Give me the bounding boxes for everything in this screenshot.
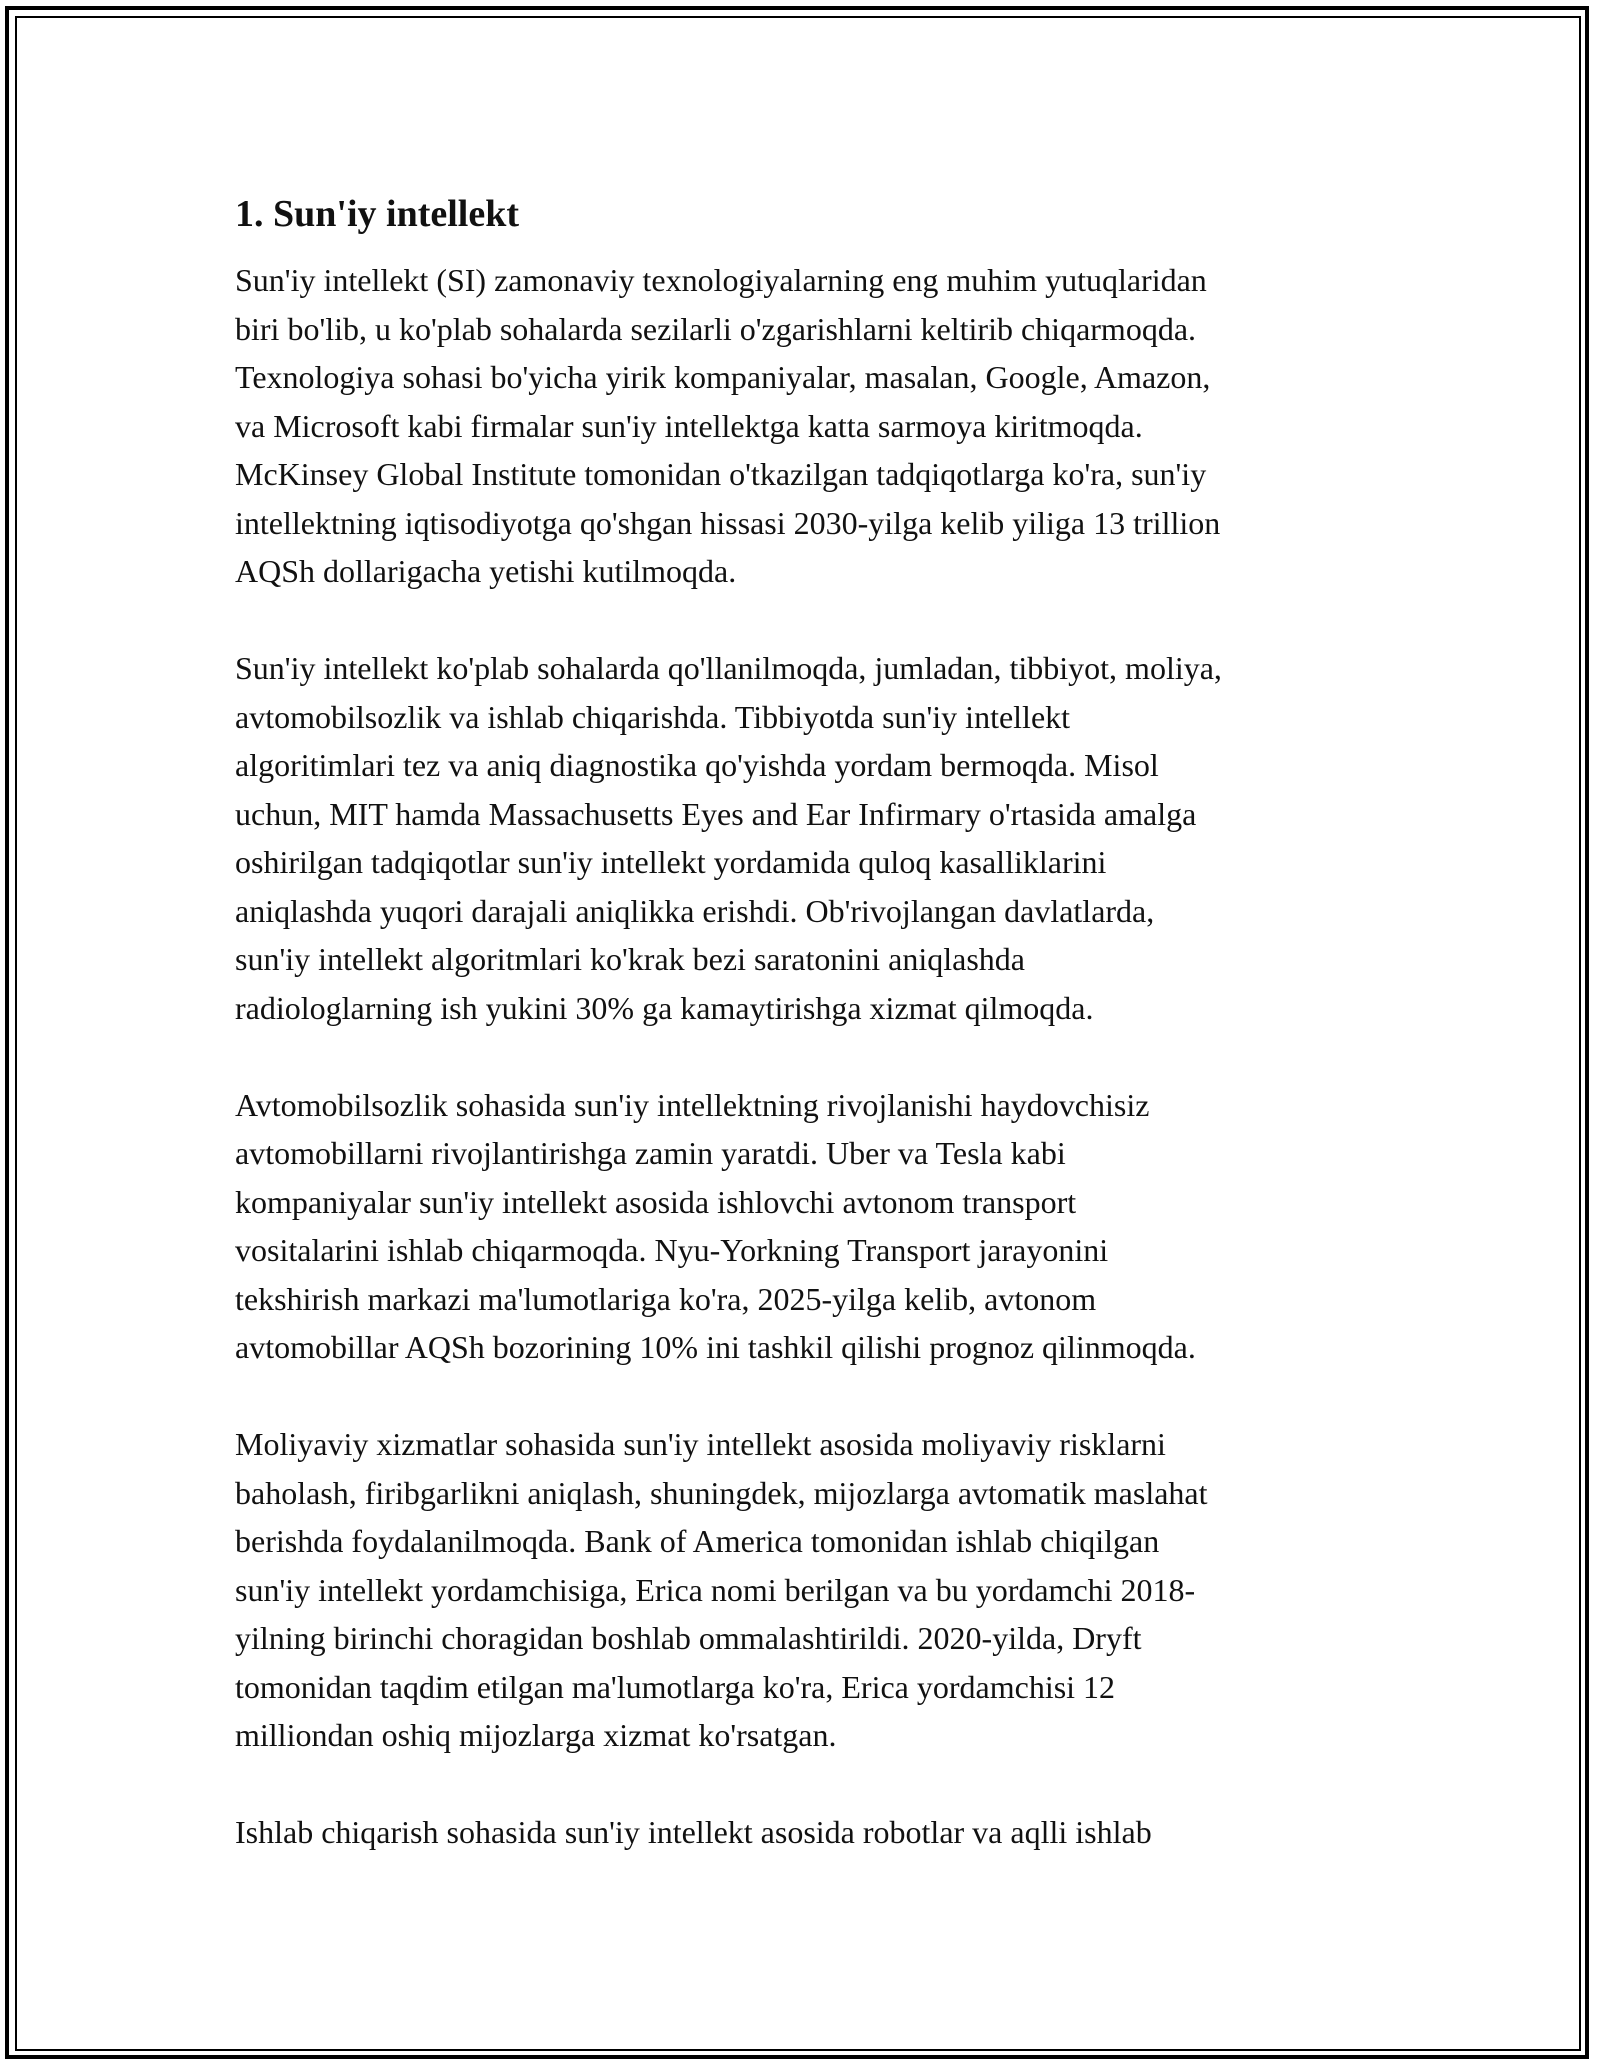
text-line: intellektning iqtisodiyotga qo'shgan hissasi 2030-yilga kelib yiliga 13 trillion bbox=[235, 504, 1221, 541]
text-line: baholash, firibgarlikni aniqlash, shuningdek, mijozlarga avtomatik maslahat bbox=[235, 1474, 1208, 1511]
paragraph-3 bbox=[235, 1081, 1375, 1372]
text-line: kompaniyalar sun'iy intellekt asosida ishlovchi avtonom transport bbox=[235, 1183, 1077, 1220]
text-line: Texnologiya sohasi bo'yicha yirik kompaniyalar, masalan, Google, Amazon, bbox=[235, 359, 1211, 395]
text-line: uchun, MIT hamda Massachusetts Eyes and Ear Infirmary o'rtasida amalga bbox=[235, 795, 1197, 832]
text-line: Ishlab chiqarish sohasida sun'iy intellekt asosida robotlar va aqlli ishlab bbox=[235, 1814, 1152, 1850]
text-line: algoritimlari tez va aniq diagnostika qo'yishda yordam bermoqda. Misol bbox=[235, 747, 1159, 783]
text-line: oshirilgan tadqiqotlar sun'iy intellekt yordamida quloq kasalliklarini bbox=[235, 844, 1107, 880]
text-line: Sun'iy intellekt ko'plab sohalarda qo'llanilmoqda, jumladan, tibbiyot, moliya, bbox=[235, 650, 1222, 686]
text-line: tekshirish markazi ma'lumotlariga ko'ra, 2025-yilga kelib, avtonom bbox=[235, 1280, 1097, 1317]
text-line: avtomobillar AQSh bozorining 10% ini tashkil qilishi prognoz qilinmoqda. bbox=[235, 1329, 1196, 1365]
text-line: yilning birinchi choragidan boshlab ommalashtirildi. 2020-yilda, Dryft bbox=[235, 1620, 1142, 1656]
text-line: berishda foydalanilmoqda. Bank of America tomonidan ishlab chiqilgan bbox=[235, 1523, 1160, 1559]
text-line: radiologlarning ish yukini 30% ga kamaytirishga xizmat qilmoqda. bbox=[235, 989, 1094, 1026]
text-line: tomonidan taqdim etilgan ma'lumotlarga ko'ra, Erica yordamchisi 12 bbox=[235, 1668, 1116, 1705]
paragraph-4 bbox=[235, 1420, 1375, 1760]
text-line: avtomobillarni rivojlantirishga zamin yaratdi. Uber va Tesla kabi bbox=[235, 1135, 1066, 1171]
text-line: McKinsey Global Institute tomonidan o'tkazilgan tadqiqotlarga ko'ra, sun'iy bbox=[235, 456, 1207, 492]
text-line: Avtomobilsozlik sohasida sun'iy intellektning rivojlanishi haydovchisiz bbox=[235, 1086, 1150, 1123]
text-line: milliondan oshiq mijozlarga xizmat ko'rsatgan. bbox=[235, 1717, 837, 1753]
text-line: biri bo'lib, u ko'plab sohalarda sezilarli o'zgarishlarni keltirib chiqarmoqda. bbox=[235, 310, 1197, 347]
document-body bbox=[235, 186, 1375, 1905]
section-heading: 1. Sun'iy intellekt bbox=[235, 193, 519, 235]
text-line: sun'iy intellekt algoritmlari ko'krak bezi saratonini aniqlashda bbox=[235, 941, 1025, 977]
text-line: Moliyaviy xizmatlar sohasida sun'iy intellekt asosida moliyaviy risklarni bbox=[235, 1426, 1166, 1462]
paragraph-1 bbox=[235, 256, 1375, 596]
text-line: aniqlashda yuqori darajali aniqlikka erishdi. Ob'rivojlangan davlatlarda, bbox=[235, 892, 1155, 929]
text-line: Sun'iy intellekt (SI) zamonaviy texnologiyalarning eng muhim yutuqlaridan bbox=[235, 262, 1207, 298]
text-line: sun'iy intellekt yordamchisiga, Erica nomi berilgan va bu yordamchi 2018- bbox=[235, 1571, 1196, 1608]
paragraph-5 bbox=[235, 1808, 1375, 1857]
text-line: AQSh dollarigacha yetishi kutilmoqda. bbox=[235, 553, 737, 589]
text-line: va Microsoft kabi firmalar sun'iy intellektga katta sarmoya kiritmoqda. bbox=[235, 407, 1143, 444]
text-line: vositalarini ishlab chiqarmoqda. Nyu-Yorkning Transport jarayonini bbox=[235, 1232, 1109, 1268]
paragraph-2 bbox=[235, 644, 1375, 1032]
text-line: avtomobilsozlik va ishlab chiqarishda. Tibbiyotda sun'iy intellekt bbox=[235, 698, 1071, 735]
